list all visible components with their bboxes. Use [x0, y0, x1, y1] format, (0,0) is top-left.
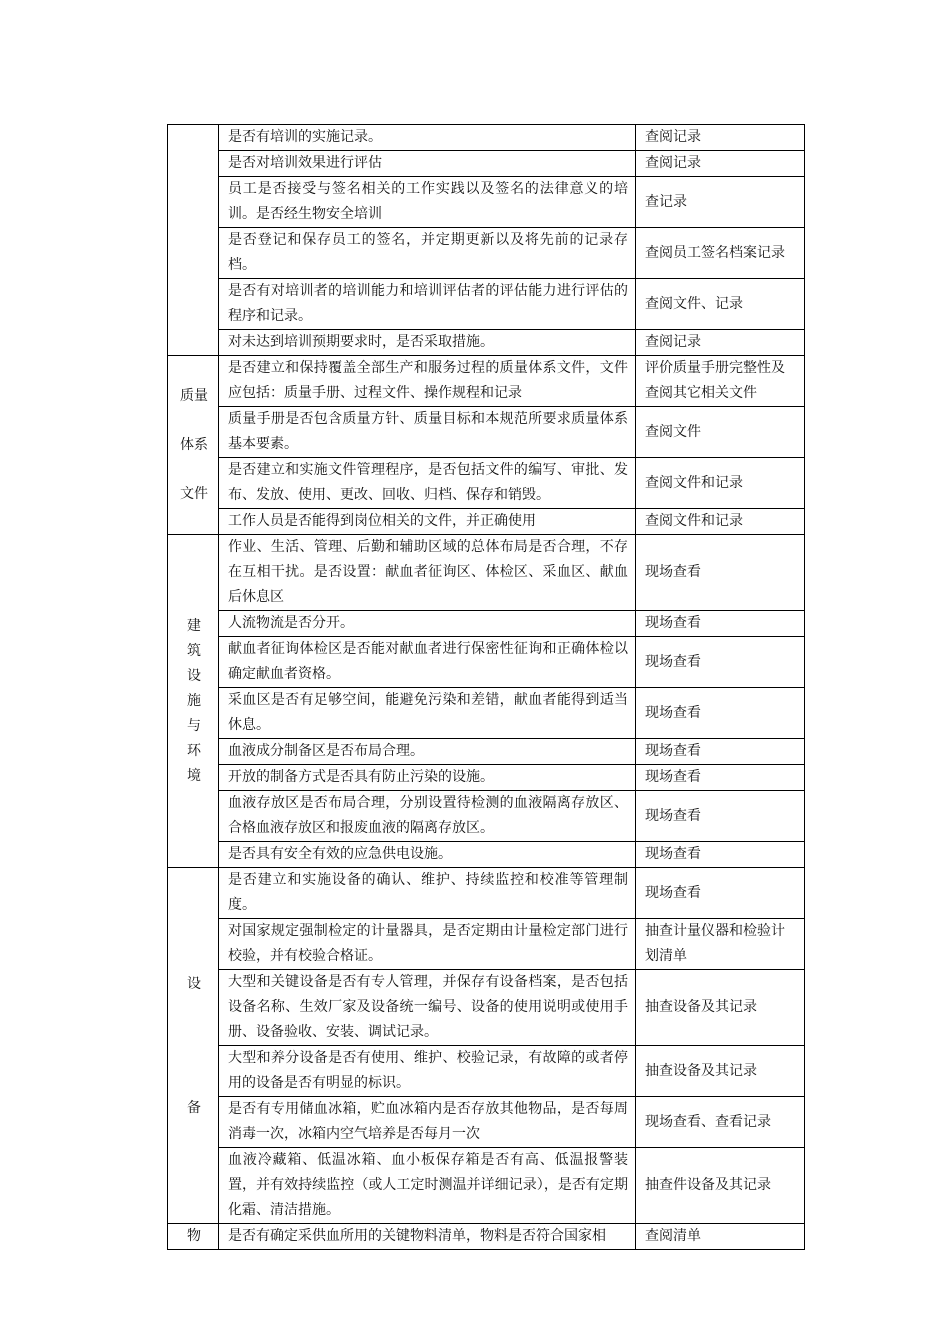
category-label: 设备 [187, 975, 201, 1116]
category-cell-equipment [168, 868, 219, 1224]
category-label: 物 [187, 1228, 201, 1244]
category-cell-training [168, 125, 219, 356]
audit-checklist-table [167, 124, 805, 1250]
check-item: 大型和关键设备是否有专人管理，并保存有设备档案，是否包括设备名称、生效厂家及设备统一编号、设备的使用说明或使用手册、设备验收、安装、调试记录。 [219, 970, 636, 1046]
check-method: 查阅记录 [636, 330, 805, 356]
check-method: 查记录 [636, 177, 805, 228]
table-row [168, 688, 805, 739]
table-row [168, 535, 805, 611]
check-item: 血液成分制备区是否布局合理。 [219, 739, 636, 765]
check-item: 是否登记和保存员工的签名，并定期更新以及将先前的记录存档。 [219, 228, 636, 279]
check-item: 是否具有安全有效的应急供电设施。 [219, 842, 636, 868]
check-item: 是否建立和保持覆盖全部生产和服务过程的质量体系文件，文件应包括：质量手册、过程文件、操作规程和记录 [219, 356, 636, 407]
check-method: 查阅员工签名档案记录 [636, 228, 805, 279]
table-row [168, 509, 805, 535]
category-cell-materials [168, 1224, 219, 1250]
check-item: 采血区是否有足够空间，能避免污染和差错，献血者能得到适当休息。 [219, 688, 636, 739]
check-method: 现场查看 [636, 535, 805, 611]
check-item: 是否有对培训者的培训能力和培训评估者的评估能力进行评估的程序和记录。 [219, 279, 636, 330]
table-row [168, 1046, 805, 1097]
check-item: 大型和养分设备是否有使用、维护、校验记录，有故障的或者停用的设备是否有明显的标识。 [219, 1046, 636, 1097]
check-item: 质量手册是否包含质量方针、质量目标和本规范所要求质量体系基本要素。 [219, 407, 636, 458]
table-row [168, 919, 805, 970]
check-method: 抽查设备及其记录 [636, 970, 805, 1046]
check-method: 查阅文件、记录 [636, 279, 805, 330]
category-cell-facilities [168, 535, 219, 868]
check-item: 人流物流是否分开。 [219, 611, 636, 637]
table-row [168, 739, 805, 765]
check-method: 现场查看 [636, 739, 805, 765]
table-row [168, 791, 805, 842]
check-method: 评价质量手册完整性及查阅其它相关文件 [636, 356, 805, 407]
check-method: 现场查看 [636, 637, 805, 688]
table-row [168, 228, 805, 279]
check-item: 是否有培训的实施记录。 [219, 125, 636, 151]
category-label: 质量体系文件 [180, 387, 208, 502]
table-row [168, 842, 805, 868]
check-method: 现场查看 [636, 791, 805, 842]
table-row [168, 1097, 805, 1148]
category-label: 建筑设施与环境 [187, 617, 201, 784]
table-row [168, 177, 805, 228]
check-item: 对国家规定强制检定的计量器具，是否定期由计量检定部门进行校验，并有校验合格证。 [219, 919, 636, 970]
check-method: 现场查看 [636, 765, 805, 791]
check-method: 查阅文件和记录 [636, 458, 805, 509]
check-item: 是否建立和实施文件管理程序，是否包括文件的编写、审批、发布、发放、使用、更改、回收、归档、保存和销毁。 [219, 458, 636, 509]
check-method: 查阅清单 [636, 1224, 805, 1250]
table-row [168, 151, 805, 177]
check-method: 抽查计量仪器和检验计划清单 [636, 919, 805, 970]
category-cell-quality-system [168, 356, 219, 535]
check-item: 是否对培训效果进行评估 [219, 151, 636, 177]
check-item: 开放的制备方式是否具有防止污染的设施。 [219, 765, 636, 791]
table-row [168, 1224, 805, 1250]
table-row [168, 970, 805, 1046]
check-method: 现场查看 [636, 611, 805, 637]
check-method: 查阅文件 [636, 407, 805, 458]
check-item: 是否有专用储血冰箱，贮血冰箱内是否存放其他物品，是否每周消毒一次，冰箱内空气培养是否每月一次 [219, 1097, 636, 1148]
check-method: 查阅文件和记录 [636, 509, 805, 535]
check-item: 作业、生活、管理、后勤和辅助区域的总体布局是否合理，不存在互相干扰。是否设置：献血者征询区、体检区、采血区、献血后休息区 [219, 535, 636, 611]
check-method: 抽查件设备及其记录 [636, 1148, 805, 1224]
check-item: 血液存放区是否布局合理，分别设置待检测的血液隔离存放区、合格血液存放区和报废血液的隔离存放区。 [219, 791, 636, 842]
check-item: 血液冷藏箱、低温冰箱、血小板保存箱是否有高、低温报警装置，并有效持续监控（或人工定时测温并详细记录），是否有定期化霜、清洁措施。 [219, 1148, 636, 1224]
check-method: 现场查看 [636, 868, 805, 919]
check-method: 现场查看 [636, 688, 805, 739]
check-method: 查阅记录 [636, 125, 805, 151]
table-row [168, 407, 805, 458]
check-method: 抽查设备及其记录 [636, 1046, 805, 1097]
check-item: 对未达到培训预期要求时，是否采取措施。 [219, 330, 636, 356]
table-row [168, 330, 805, 356]
check-method: 查阅记录 [636, 151, 805, 177]
table-row [168, 868, 805, 919]
check-item: 员工是否接受与签名相关的工作实践以及签名的法律意义的培训。是否经生物安全培训 [219, 177, 636, 228]
table-row [168, 279, 805, 330]
check-item: 是否有确定采供血所用的关键物料清单，物料是否符合国家相 [219, 1224, 636, 1250]
table-row [168, 611, 805, 637]
check-method: 现场查看、查看记录 [636, 1097, 805, 1148]
check-item: 工作人员是否能得到岗位相关的文件，并正确使用 [219, 509, 636, 535]
check-method: 现场查看 [636, 842, 805, 868]
table-row [168, 637, 805, 688]
table-row [168, 125, 805, 151]
table-row [168, 458, 805, 509]
table-row [168, 765, 805, 791]
check-item: 是否建立和实施设备的确认、维护、持续监控和校准等管理制度。 [219, 868, 636, 919]
check-item: 献血者征询体检区是否能对献血者进行保密性征询和正确体检以确定献血者资格。 [219, 637, 636, 688]
table-row [168, 356, 805, 407]
table-row [168, 1148, 805, 1224]
